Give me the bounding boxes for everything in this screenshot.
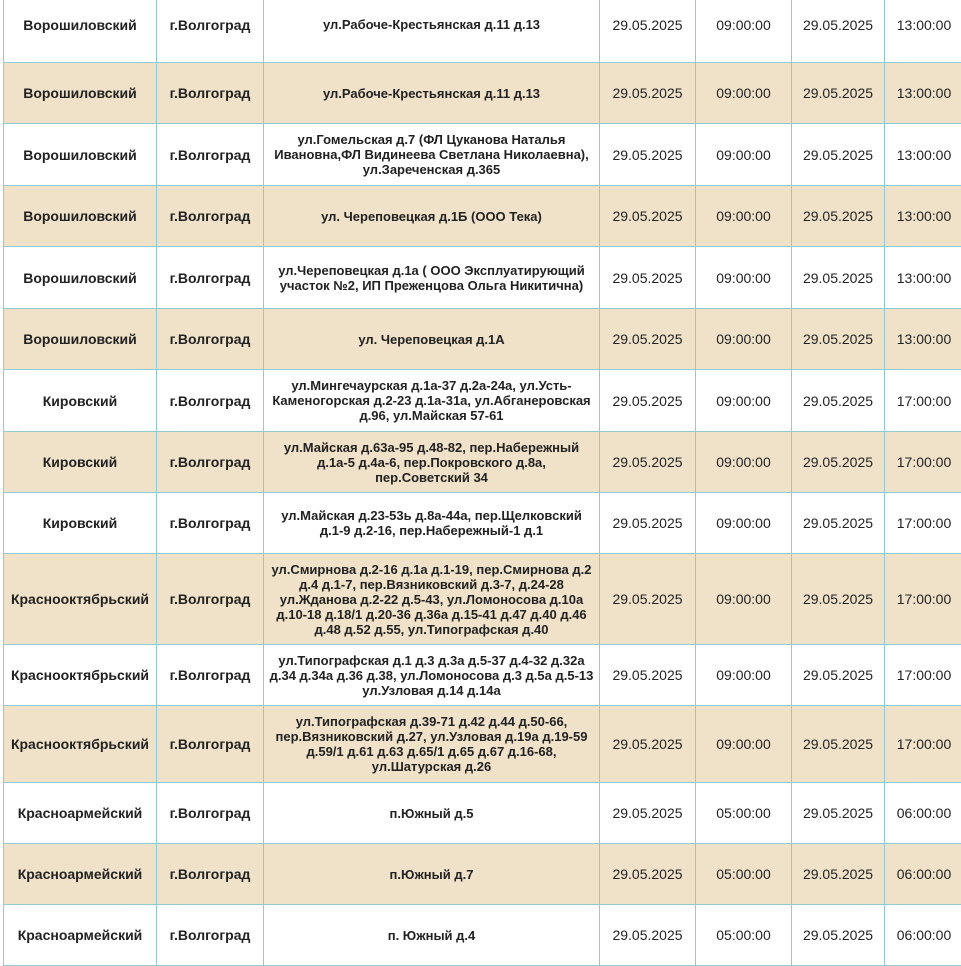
city-cell: г.Волгоград bbox=[157, 844, 264, 905]
end-time-cell: 13:00:00 bbox=[885, 63, 961, 124]
start-date-cell: 29.05.2025 bbox=[600, 493, 696, 554]
address-cell: п.Южный д.7 bbox=[264, 844, 600, 905]
city-cell: г.Волгоград bbox=[157, 247, 264, 309]
address-cell: ул. Череповецкая д.1Б (ООО Тека) bbox=[264, 186, 600, 247]
address-cell: ул.Майская д.63а-95 д.48-82, пер.Набережный д.1а-5 д.4а-6, пер.Покровского д.8а, пер.Советский 34 bbox=[264, 432, 600, 493]
address-cell: ул.Гомельская д.7 (ФЛ Цуканова Наталья Ивановна,ФЛ Видинеева Светлана Николаевна), ул.Зареченская д.365 bbox=[264, 124, 600, 186]
address-cell: ул.Типографская д.1 д.3 д.3а д.5-37 д.4-32 д.32а д.34 д.34а д.36 д.38, ул.Ломоносова д.3 д.5а д.5-13 ул.Узловая д.14 д.14а bbox=[264, 645, 600, 706]
address-cell: п.Южный д.5 bbox=[264, 783, 600, 844]
end-date-cell: 29.05.2025 bbox=[792, 432, 885, 493]
city-cell: г.Волгоград bbox=[157, 783, 264, 844]
start-date-cell: 29.05.2025 bbox=[600, 63, 696, 124]
district-cell: Красноармейский bbox=[4, 844, 157, 905]
start-date-cell: 29.05.2025 bbox=[600, 309, 696, 370]
end-date-cell: 29.05.2025 bbox=[792, 706, 885, 783]
start-time-cell: 09:00:00 bbox=[696, 554, 792, 645]
end-time-cell: 17:00:00 bbox=[885, 706, 961, 783]
address-cell: ул.Рабоче-Крестьянская д.11 д.13 bbox=[264, 63, 600, 124]
end-date-cell: 29.05.2025 bbox=[792, 63, 885, 124]
start-time-cell: 09:00:00 bbox=[696, 645, 792, 706]
end-time-cell: 17:00:00 bbox=[885, 554, 961, 645]
city-cell: г.Волгоград bbox=[157, 124, 264, 186]
city-cell: г.Волгоград bbox=[157, 493, 264, 554]
table-row bbox=[4, 63, 961, 124]
district-cell: Красноармейский bbox=[4, 783, 157, 844]
address-cell: ул. Череповецкая д.1А bbox=[264, 309, 600, 370]
end-date-cell: 29.05.2025 bbox=[792, 905, 885, 966]
end-date-cell: 29.05.2025 bbox=[792, 309, 885, 370]
end-date-cell: 29.05.2025 bbox=[792, 247, 885, 309]
start-date-cell: 29.05.2025 bbox=[600, 905, 696, 966]
start-date-cell: 29.05.2025 bbox=[600, 706, 696, 783]
table-row bbox=[4, 905, 961, 966]
table-row bbox=[4, 844, 961, 905]
end-time-cell: 13:00:00 bbox=[885, 0, 961, 63]
start-date-cell: 29.05.2025 bbox=[600, 370, 696, 432]
table-row bbox=[4, 0, 961, 63]
table-body bbox=[4, 0, 961, 966]
start-time-cell: 09:00:00 bbox=[696, 186, 792, 247]
city-cell: г.Волгоград bbox=[157, 309, 264, 370]
table-row bbox=[4, 706, 961, 783]
table-row bbox=[4, 124, 961, 186]
end-time-cell: 06:00:00 bbox=[885, 905, 961, 966]
table-row bbox=[4, 554, 961, 645]
city-cell: г.Волгоград bbox=[157, 554, 264, 645]
start-date-cell: 29.05.2025 bbox=[600, 554, 696, 645]
end-date-cell: 29.05.2025 bbox=[792, 554, 885, 645]
start-date-cell: 29.05.2025 bbox=[600, 645, 696, 706]
start-date-cell: 29.05.2025 bbox=[600, 432, 696, 493]
address-cell: п. Южный д.4 bbox=[264, 905, 600, 966]
start-date-cell: 29.05.2025 bbox=[600, 783, 696, 844]
start-date-cell: 29.05.2025 bbox=[600, 844, 696, 905]
city-cell: г.Волгоград bbox=[157, 432, 264, 493]
table-row bbox=[4, 186, 961, 247]
end-time-cell: 17:00:00 bbox=[885, 370, 961, 432]
address-cell: ул.Рабоче-Крестьянская д.11 д.13 bbox=[264, 0, 600, 63]
start-time-cell: 09:00:00 bbox=[696, 432, 792, 493]
start-time-cell: 09:00:00 bbox=[696, 63, 792, 124]
district-cell: Краснооктябрьский bbox=[4, 645, 157, 706]
district-cell: Кировский bbox=[4, 493, 157, 554]
city-cell: г.Волгоград bbox=[157, 186, 264, 247]
district-cell: Ворошиловский bbox=[4, 124, 157, 186]
start-date-cell: 29.05.2025 bbox=[600, 247, 696, 309]
city-cell: г.Волгоград bbox=[157, 63, 264, 124]
end-time-cell: 06:00:00 bbox=[885, 844, 961, 905]
start-time-cell: 09:00:00 bbox=[696, 370, 792, 432]
end-date-cell: 29.05.2025 bbox=[792, 783, 885, 844]
address-cell: ул.Мингечаурская д.1а-37 д.2а-24а, ул.Усть-Каменогорская д.2-23 д.1а-31а, ул.Абганеровская д.96, ул.Майская 57-61 bbox=[264, 370, 600, 432]
end-time-cell: 13:00:00 bbox=[885, 247, 961, 309]
start-time-cell: 09:00:00 bbox=[696, 0, 792, 63]
table-row bbox=[4, 432, 961, 493]
end-time-cell: 13:00:00 bbox=[885, 309, 961, 370]
city-cell: г.Волгоград bbox=[157, 370, 264, 432]
district-cell: Ворошиловский bbox=[4, 309, 157, 370]
table-row bbox=[4, 370, 961, 432]
start-time-cell: 05:00:00 bbox=[696, 783, 792, 844]
start-time-cell: 05:00:00 bbox=[696, 905, 792, 966]
district-cell: Ворошиловский bbox=[4, 0, 157, 63]
end-time-cell: 13:00:00 bbox=[885, 186, 961, 247]
end-date-cell: 29.05.2025 bbox=[792, 0, 885, 63]
end-time-cell: 13:00:00 bbox=[885, 124, 961, 186]
start-date-cell: 29.05.2025 bbox=[600, 124, 696, 186]
outage-schedule-table bbox=[3, 0, 961, 966]
address-cell: ул.Череповецкая д.1а ( ООО Эксплуатирующий участок №2, ИП Преженцова Ольга Никитична) bbox=[264, 247, 600, 309]
table-row bbox=[4, 309, 961, 370]
address-cell: ул.Смирнова д.2-16 д.1а д.1-19, пер.Смирнова д.2 д.4 д.1-7, пер.Вязниковский д.3-7, д.24-28 ул.Жданова д.2-22 д.5-43, ул.Ломоносова д.10а д.10-18 д.18/1 д.20-36 д.36а д.15-41 д.47 д.40 д.46 д.48 д.52 д.55, ул.Типографская д.40 bbox=[264, 554, 600, 645]
start-time-cell: 09:00:00 bbox=[696, 247, 792, 309]
end-date-cell: 29.05.2025 bbox=[792, 370, 885, 432]
district-cell: Кировский bbox=[4, 432, 157, 493]
start-date-cell: 29.05.2025 bbox=[600, 186, 696, 247]
district-cell: Красноармейский bbox=[4, 905, 157, 966]
start-time-cell: 09:00:00 bbox=[696, 493, 792, 554]
district-cell: Краснооктябрьский bbox=[4, 706, 157, 783]
table-row bbox=[4, 783, 961, 844]
end-date-cell: 29.05.2025 bbox=[792, 645, 885, 706]
city-cell: г.Волгоград bbox=[157, 706, 264, 783]
table-row bbox=[4, 247, 961, 309]
end-date-cell: 29.05.2025 bbox=[792, 844, 885, 905]
start-time-cell: 05:00:00 bbox=[696, 844, 792, 905]
district-cell: Кировский bbox=[4, 370, 157, 432]
end-date-cell: 29.05.2025 bbox=[792, 124, 885, 186]
end-time-cell: 06:00:00 bbox=[885, 783, 961, 844]
district-cell: Ворошиловский bbox=[4, 63, 157, 124]
city-cell: г.Волгоград bbox=[157, 905, 264, 966]
city-cell: г.Волгоград bbox=[157, 0, 264, 63]
start-time-cell: 09:00:00 bbox=[696, 309, 792, 370]
start-time-cell: 09:00:00 bbox=[696, 124, 792, 186]
end-date-cell: 29.05.2025 bbox=[792, 493, 885, 554]
end-time-cell: 17:00:00 bbox=[885, 432, 961, 493]
end-time-cell: 17:00:00 bbox=[885, 645, 961, 706]
table-row bbox=[4, 493, 961, 554]
start-date-cell: 29.05.2025 bbox=[600, 0, 696, 63]
district-cell: Краснооктябрьский bbox=[4, 554, 157, 645]
city-cell: г.Волгоград bbox=[157, 645, 264, 706]
end-date-cell: 29.05.2025 bbox=[792, 186, 885, 247]
address-cell: ул.Типографская д.39-71 д.42 д.44 д.50-66, пер.Вязниковский д.27, ул.Узловая д.19а д.19-59 д.59/1 д.61 д.63 д.65/1 д.65 д.67 д.16-68, ул.Шатурская д.26 bbox=[264, 706, 600, 783]
start-time-cell: 09:00:00 bbox=[696, 706, 792, 783]
end-time-cell: 17:00:00 bbox=[885, 493, 961, 554]
district-cell: Ворошиловский bbox=[4, 247, 157, 309]
table-row bbox=[4, 645, 961, 706]
district-cell: Ворошиловский bbox=[4, 186, 157, 247]
address-cell: ул.Майская д.23-53ь д.8а-44а, пер.Щелковский д.1-9 д.2-16, пер.Набережный-1 д.1 bbox=[264, 493, 600, 554]
